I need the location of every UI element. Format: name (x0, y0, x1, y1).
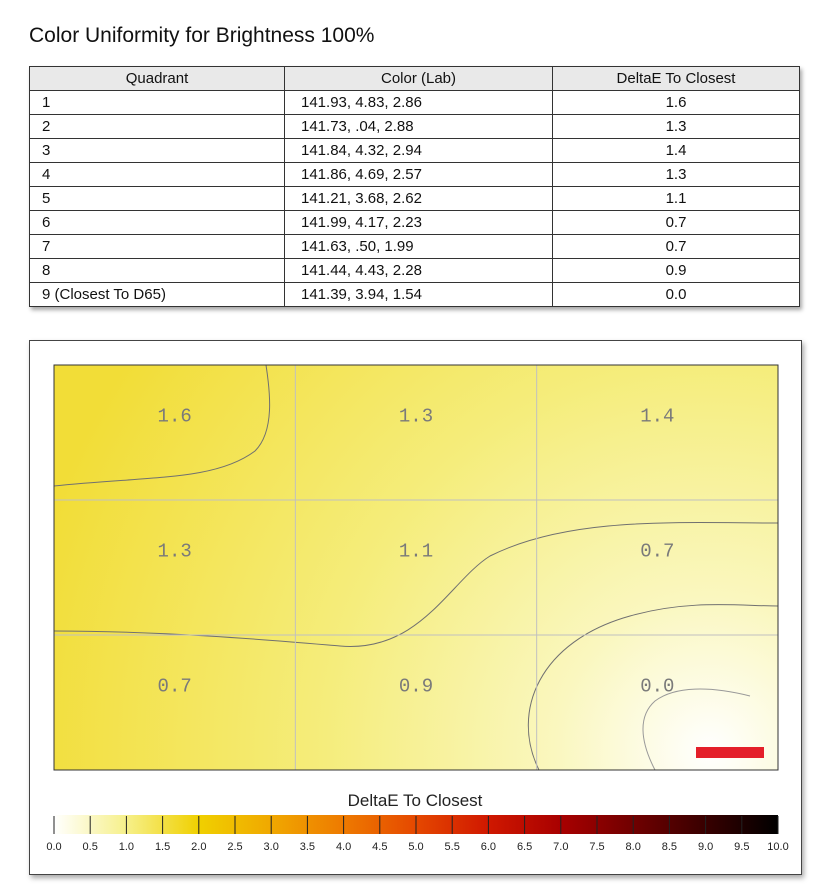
deltae-cell: 1.4 (553, 139, 800, 163)
uniformity-table (29, 66, 800, 307)
table-row (30, 139, 800, 163)
heatmap-cell-label: 1.3 (157, 540, 192, 563)
table-header-row (30, 67, 800, 91)
lab-cell: 141.84, 4.32, 2.94 (285, 139, 553, 163)
colorbar-tick-label: 2.5 (227, 841, 243, 853)
colorbar-tick-label: 9.0 (697, 841, 714, 853)
colorbar-tick-label: 1.5 (154, 841, 171, 853)
quadrant-cell: 9 (Closest To D65) (30, 283, 285, 307)
heatmap-cell-label: 0.0 (640, 675, 675, 698)
lab-cell: 141.39, 3.94, 1.54 (285, 283, 553, 307)
colorbar-tick-label: 8.0 (625, 841, 641, 853)
heatmap-cell-label: 0.7 (157, 675, 192, 698)
quadrant-cell: 5 (30, 187, 285, 211)
heatmap-cell-label: 0.9 (398, 675, 434, 698)
deltae-cell: 1.3 (553, 163, 800, 187)
quadrant-cell: 3 (30, 139, 285, 163)
column-header-color-lab: Color (Lab) (285, 67, 553, 91)
colorbar-tick-label: 8.5 (661, 841, 678, 853)
colorbar-tick-label: 2.0 (191, 841, 207, 853)
deltae-cell: 0.7 (553, 211, 800, 235)
colorbar-tick-label: 3.5 (299, 841, 316, 853)
deltae-cell: 1.1 (553, 187, 800, 211)
quadrant-cell: 6 (30, 211, 285, 235)
heatmap-cell-label: 1.3 (398, 405, 434, 428)
quadrant-cell: 8 (30, 259, 285, 283)
lab-cell: 141.99, 4.17, 2.23 (285, 211, 553, 235)
quadrant-cell: 2 (30, 115, 285, 139)
colorbar-tick-label: 4.5 (372, 841, 388, 853)
lab-cell: 141.63, .50, 1.99 (285, 235, 553, 259)
colorbar-tick-label: 4.0 (335, 841, 352, 853)
colorbar-tick-label: 9.5 (734, 841, 750, 853)
heatmap-cell-label: 1.6 (157, 405, 192, 428)
colorbar-tick-label: 1.0 (118, 841, 135, 853)
column-header-quadrant: Quadrant (30, 67, 285, 91)
colorbar-title: DeltaE To Closest (347, 791, 483, 810)
colorbar-tick-label: 0.0 (46, 841, 62, 853)
colorbar-tick-label: 6.5 (516, 841, 533, 853)
quadrant-cell: 1 (30, 91, 285, 115)
deltae-cell: 0.7 (553, 235, 800, 259)
colorbar-tick-label: 7.5 (589, 841, 605, 853)
colorbar-tick-label: 7.0 (553, 841, 569, 853)
lab-cell: 141.93, 4.83, 2.86 (285, 91, 553, 115)
lab-cell: 141.21, 3.68, 2.62 (285, 187, 553, 211)
quadrant-cell: 7 (30, 235, 285, 259)
deltae-cell: 1.6 (553, 91, 800, 115)
reference-marker (696, 747, 764, 758)
heatmap-cell-label: 0.7 (640, 540, 675, 563)
heatmap-cell-label: 1.1 (398, 540, 434, 563)
heatmap-cell-label: 1.4 (640, 405, 675, 428)
colorbar-tick-label: 3.0 (263, 841, 279, 853)
colorbar-tick-label: 10.0 (767, 841, 789, 853)
lab-cell: 141.44, 4.43, 2.28 (285, 259, 553, 283)
colorbar-tick-label: 6.0 (480, 841, 497, 853)
quadrant-cell: 4 (30, 163, 285, 187)
uniformity-heatmap (30, 341, 801, 874)
table-row (30, 115, 800, 139)
deltae-cell: 1.3 (553, 115, 800, 139)
uniformity-chart-panel (29, 340, 802, 875)
table-row (30, 163, 800, 187)
table-row (30, 211, 800, 235)
lab-cell: 141.86, 4.69, 2.57 (285, 163, 553, 187)
page-title: Color Uniformity for Brightness 100% (29, 24, 375, 47)
colorbar-tick-label: 0.5 (82, 841, 98, 853)
table-row (30, 283, 800, 307)
deltae-cell: 0.0 (553, 283, 800, 307)
table-row (30, 91, 800, 115)
table-row (30, 235, 800, 259)
colorbar-tick-label: 5.5 (444, 841, 460, 853)
table-row (30, 259, 800, 283)
lab-cell: 141.73, .04, 2.88 (285, 115, 553, 139)
colorbar-tick-label: 5.0 (408, 841, 424, 853)
column-header-deltae: DeltaE To Closest (553, 67, 800, 91)
deltae-cell: 0.9 (553, 259, 800, 283)
table-row (30, 187, 800, 211)
